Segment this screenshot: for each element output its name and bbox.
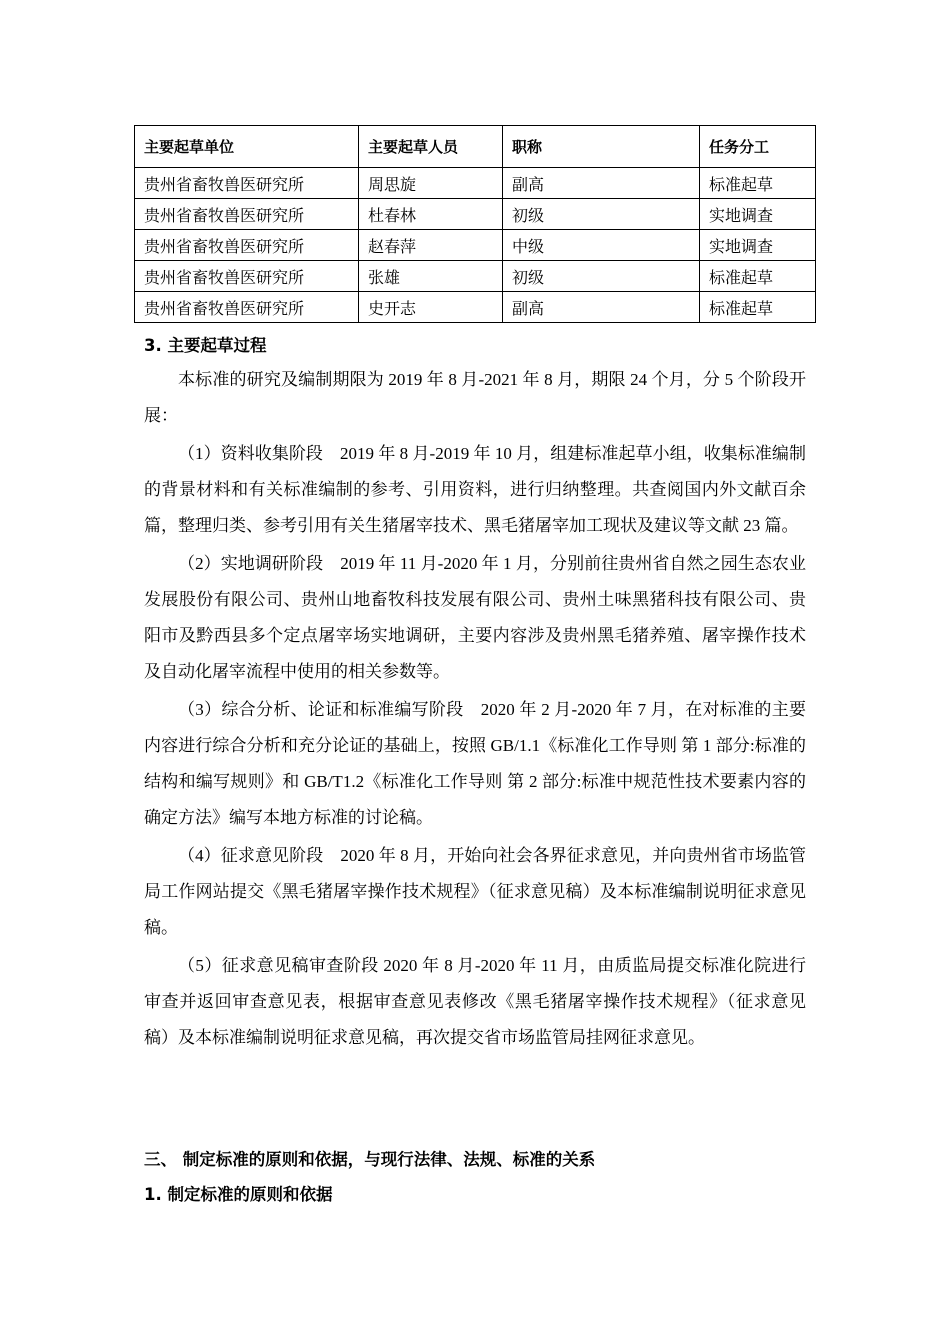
cell-unit: 贵州省畜牧兽医研究所 (135, 292, 359, 323)
table-row (135, 199, 816, 230)
cell-task: 标准起草 (700, 168, 816, 199)
cell-person: 赵春萍 (359, 230, 503, 261)
header-task: 任务分工 (700, 126, 816, 168)
table-header-row (135, 126, 816, 168)
header-person: 主要起草人员 (359, 126, 503, 168)
cell-unit: 贵州省畜牧兽医研究所 (135, 168, 359, 199)
cell-task: 实地调查 (700, 199, 816, 230)
table-row (135, 168, 816, 199)
subsection-heading-principles: 1. 制定标准的原则和依据 (144, 1185, 333, 1204)
paragraph-stage-4: （4）征求意见阶段 2020 年 8 月，开始向社会各界征求意见，并向贵州省市场监管局工作网站提交《黑毛猪屠宰操作技术规程》（征求意见稿）及本标准编制说明征求意见稿。 (144, 846, 806, 937)
cell-title: 初级 (503, 199, 700, 230)
cell-person: 周思旋 (359, 168, 503, 199)
section-heading-principles: 三、 制定标准的原则和依据，与现行法律、法规、标准的关系 (144, 1150, 596, 1169)
header-title: 职称 (503, 126, 700, 168)
cell-person: 史开志 (359, 292, 503, 323)
cell-title: 副高 (503, 292, 700, 323)
header-unit: 主要起草单位 (135, 126, 359, 168)
cell-person: 杜春林 (359, 199, 503, 230)
cell-unit: 贵州省畜牧兽医研究所 (135, 199, 359, 230)
paragraph-stage-2: （2）实地调研阶段 2019 年 11 月-2020 年 1 月，分别前往贵州省自然之园生态农业发展股份有限公司、贵州山地畜牧科技发展有限公司、贵州土味黑猪科技有限公司、贵阳市及黔西县多个定点屠宰场实地调研，主要内容涉及贵州黑毛猪养殖、屠宰操作技术及自动化屠宰流程中使用的相关参数等。 (144, 554, 806, 681)
drafting-process-body (144, 362, 806, 1056)
cell-task: 标准起草 (700, 261, 816, 292)
cell-unit: 贵州省畜牧兽医研究所 (135, 230, 359, 261)
paragraph-intro: 本标准的研究及编制期限为 2019 年 8 月-2021 年 8 月，期限 24 个月，分 5 个阶段开展： (144, 370, 806, 425)
table-row (135, 261, 816, 292)
paragraph-stage-5: （5）征求意见稿审查阶段 2020 年 8 月-2020 年 11 月，由质监局提交标准化院进行审查并返回审查意见表，根据审查意见表修改《黑毛猪屠宰操作技术规程》（征求意见稿）及本标准编制说明征求意见稿，再次提交省市场监管局挂网征求意见。 (144, 956, 806, 1047)
cell-person: 张雄 (359, 261, 503, 292)
cell-title: 副高 (503, 168, 700, 199)
cell-task: 实地调查 (700, 230, 816, 261)
drafters-table (134, 125, 816, 323)
table-row (135, 292, 816, 323)
cell-title: 初级 (503, 261, 700, 292)
paragraph-stage-1: （1）资料收集阶段 2019 年 8 月-2019 年 10 月，组建标准起草小组，收集标准编制的背景材料和有关标准编制的参考、引用资料，进行归纳整理。共查阅国内外文献百余篇，整理归类、参考引用有关生猪屠宰技术、黑毛猪屠宰加工现状及建议等文献 23 篇。 (144, 444, 806, 535)
table-row (135, 230, 816, 261)
cell-unit: 贵州省畜牧兽医研究所 (135, 261, 359, 292)
cell-title: 中级 (503, 230, 700, 261)
section-heading-drafting-process: 3. 主要起草过程 (144, 336, 267, 355)
cell-task: 标准起草 (700, 292, 816, 323)
paragraph-stage-3: （3）综合分析、论证和标准编写阶段 2020 年 2 月-2020 年 7 月，在对标准的主要内容进行综合分析和充分论证的基础上，按照 GB/1.1《标准化工作导则 第 1 部分:标准的结构和编写规则》和 GB/T1.2《标准化工作导则 第 2 部分:标准中规范性技术要素内容的确定方法》编写本地方标准的讨论稿。 (144, 700, 806, 827)
